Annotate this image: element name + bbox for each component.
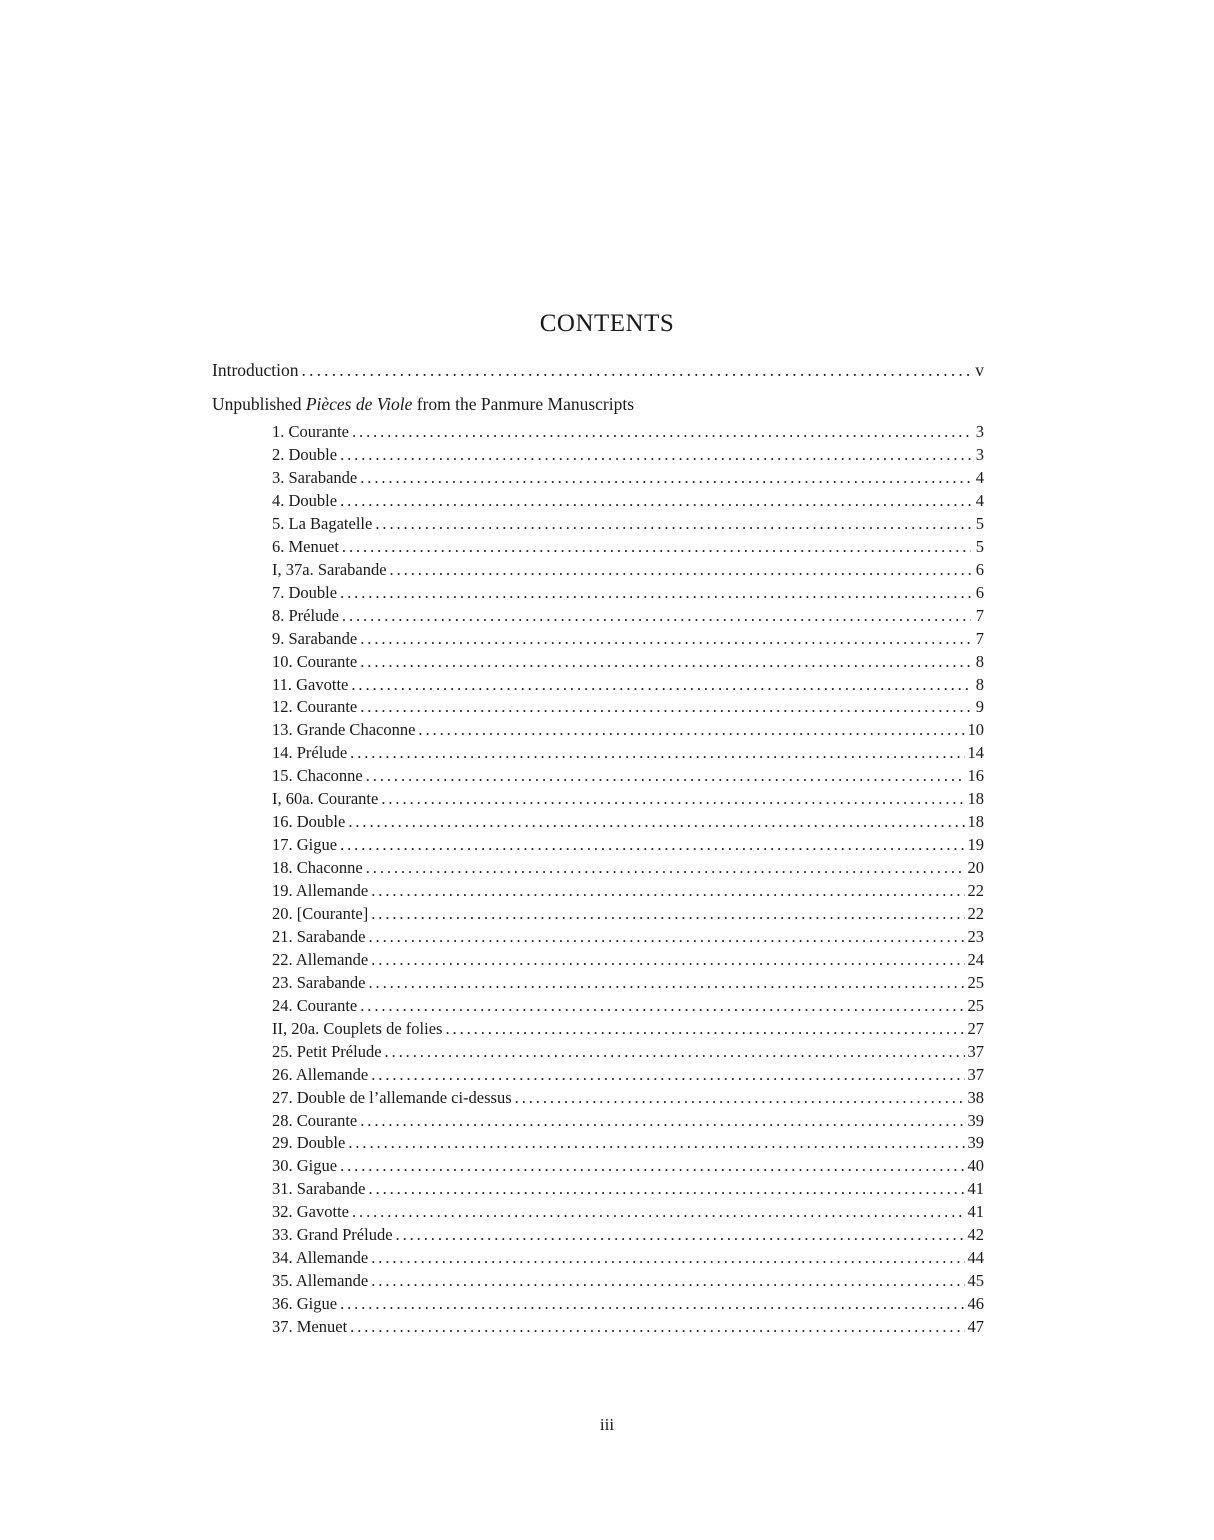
dot-leader [360,651,971,673]
toc-entry[interactable] [272,880,984,903]
dot-leader [371,1064,964,1086]
toc-entry-label: 14. Prélude [272,743,348,763]
dot-leader [352,1201,965,1223]
toc-entry-page: 37 [967,1064,984,1084]
toc-entry-page: 25 [967,972,984,992]
toc-entry-label: 25. Petit Prélude [272,1041,382,1061]
toc-entry[interactable] [272,903,984,926]
dot-leader [368,1178,964,1200]
dot-leader [302,359,971,381]
toc-entry-page: 4 [975,467,984,487]
toc-entry-label: 20. [Courante] [272,904,369,923]
toc-entry-label: 22. Allemande [272,949,369,969]
dot-leader [381,788,964,810]
toc-entry[interactable] [272,765,984,788]
toc-entry[interactable] [272,995,984,1018]
toc-entry[interactable] [272,857,984,880]
dot-leader [371,880,964,902]
toc-entry-page: 5 [975,536,984,556]
toc-entry-page: 47 [967,1317,984,1336]
toc-entry-introduction[interactable] [212,359,984,382]
dot-leader [342,536,971,558]
toc-entry[interactable] [272,949,984,972]
toc-entry-page: 40 [967,1156,984,1176]
toc-entry[interactable] [272,1110,984,1133]
dot-leader [360,696,971,718]
toc-entry[interactable] [272,582,984,605]
dot-leader [340,582,971,604]
dot-leader [368,926,964,948]
dot-leader [371,1270,964,1292]
toc-entry-page: 16 [967,766,984,786]
toc-entry-label: 4. Double [272,490,338,510]
toc-entry[interactable] [272,536,984,559]
toc-entry-page: 41 [967,1202,984,1222]
toc-entry-page: 23 [967,926,984,946]
dot-leader [418,719,964,741]
dot-leader [350,742,964,764]
toc-entry-label: 12. Courante [272,697,358,717]
toc-entry-label: 16. Double [272,812,346,832]
toc-entry-page: 46 [967,1294,984,1314]
section-heading-suffix: from the Panmure Manuscripts [412,394,635,414]
dot-leader [360,628,971,650]
toc-entry[interactable] [272,1247,984,1270]
dot-leader [360,1110,964,1132]
toc-entry[interactable] [272,1201,984,1224]
toc-entry[interactable] [272,1041,984,1064]
toc-entry-label: 37. Menuet [272,1317,348,1336]
dot-leader [360,995,964,1017]
toc-entry-label: 2. Double [272,444,338,464]
page-number: iii [599,1415,615,1434]
toc-entry-page: 8 [975,674,984,694]
toc-entry-label: 15. Chaconne [272,766,363,786]
toc-entry[interactable] [272,651,984,674]
toc-entry-label: 24. Courante [272,995,358,1015]
toc-entry[interactable] [272,1018,984,1041]
toc-entry[interactable] [272,1155,984,1178]
dot-leader [350,1316,964,1338]
toc-entry[interactable] [272,605,984,628]
toc-entry-label: 33. Grand Prélude [272,1225,393,1245]
toc-entry-page: 10 [967,720,984,740]
toc-entry[interactable] [272,1087,984,1110]
toc-entry-label: 11. Gavotte [272,674,349,694]
toc-entry[interactable] [272,559,984,582]
toc-entry[interactable] [272,1316,984,1339]
toc-entry[interactable] [272,513,984,536]
toc-entry-page: 37 [967,1041,984,1061]
dot-leader [368,972,964,994]
toc-entry[interactable] [272,1178,984,1201]
toc-entry[interactable] [272,1064,984,1087]
toc-entry[interactable] [272,444,984,467]
dot-leader [371,949,964,971]
dot-leader [366,765,965,787]
dot-leader [348,1132,964,1154]
toc-entry-label: 35. Allemande [272,1271,369,1291]
toc-entry-page: 4 [975,490,984,510]
dot-leader [360,467,971,489]
section-heading-italic: Pièces de Viole [305,394,413,414]
toc-entry-page: 22 [967,881,984,900]
dot-leader [340,1293,964,1315]
toc-entry-label: 26. Allemande [272,1064,369,1084]
dot-leader [348,811,964,833]
toc-entry-label: 5. La Bagatelle [272,513,373,533]
section-heading-prefix: Unpublished [212,394,306,414]
toc-entry-label: 30. Gigue [272,1156,338,1176]
dot-leader [340,490,971,512]
toc-entry-label: 8. Prélude [272,605,339,625]
toc-entry-label: 13. Grande Chaconne [272,720,416,740]
toc-entry-page: 45 [967,1271,984,1291]
dot-leader [340,1155,964,1177]
toc-entry-label: 3. Sarabande [272,467,358,487]
toc-entry-page: 3 [975,444,984,464]
toc-entry-page: 6 [975,582,984,602]
toc-entry-page: 18 [967,812,984,832]
toc-entry-page: 5 [975,513,984,533]
toc-entry-label: 21. Sarabande [272,926,366,946]
toc-entry-page: 8 [975,651,984,671]
toc-entry-label: 9. Sarabande [272,628,358,648]
section-heading [212,392,634,416]
toc-entry-page: 27 [967,1018,984,1038]
toc-entry-label: 27. Double de l’allemande ci-dessus [272,1087,512,1107]
dot-leader [515,1087,965,1109]
toc-entry-page: 9 [975,697,984,717]
toc-entry[interactable] [272,1224,984,1247]
toc-entry-page: 20 [967,858,984,877]
toc-entry[interactable] [272,926,984,949]
toc-entry-label: I, 37a. Sarabande [272,559,387,579]
toc-entry-page: 3 [975,422,984,441]
toc-entry[interactable] [272,1293,984,1316]
dot-leader [340,444,971,466]
toc-entry-page: 44 [967,1248,984,1268]
dot-leader [340,834,964,856]
toc-entry[interactable] [272,972,984,995]
toc-entry[interactable] [272,834,984,857]
toc-entry-page: 6 [975,559,984,579]
toc-entry-page: 39 [967,1133,984,1153]
toc-entry[interactable] [272,628,984,651]
toc-entry-page: 39 [967,1110,984,1130]
toc-entry-label: 28. Courante [272,1110,358,1130]
toc-entry-label: 1. Courante [272,422,349,441]
toc-entry[interactable] [272,719,984,742]
dot-leader [445,1018,964,1040]
toc-entry[interactable] [272,421,984,444]
toc-entry[interactable] [272,811,984,834]
toc-entry-label: 34. Allemande [272,1248,369,1268]
toc-entry-page: 7 [975,605,984,625]
toc-entry-page: 18 [967,789,984,809]
toc-entry-page: 41 [967,1179,984,1199]
toc-entry-page: 24 [967,949,984,969]
page-title: CONTENTS [539,310,675,337]
toc-entry[interactable] [272,696,984,719]
dot-leader [396,1224,965,1246]
toc-entry-label: II, 20a. Couplets de folies [272,1018,443,1038]
dot-leader [385,1041,965,1063]
toc-entry-label: 29. Double [272,1133,346,1153]
toc-entry-label: 31. Sarabande [272,1179,366,1199]
toc-entry-label: 17. Gigue [272,835,338,855]
toc-entry[interactable] [272,788,984,811]
toc-entry-page: 22 [967,904,984,923]
toc-entry-label: Introduction [212,360,299,380]
dot-leader [342,605,971,627]
toc-entry[interactable] [272,742,984,765]
toc-entry[interactable] [272,1270,984,1293]
toc-entry-label: 36. Gigue [272,1294,338,1314]
toc-entry-label: 32. Gavotte [272,1202,349,1222]
dot-leader [371,903,964,925]
dot-leader [352,421,971,443]
toc-entry[interactable] [272,467,984,490]
dot-leader [375,513,971,535]
toc-entry-label: 10. Courante [272,651,358,671]
dot-leader [390,559,971,581]
toc-entry-page: 14 [967,743,984,763]
toc-entry-page: 25 [967,995,984,1015]
toc-entry[interactable] [272,490,984,513]
dot-leader [351,674,971,696]
dot-leader [366,857,965,879]
toc-entry-page: 7 [975,628,984,648]
toc-entry-label: 19. Allemande [272,881,369,900]
toc-entry-label: 6. Menuet [272,536,339,556]
dot-leader [371,1247,964,1269]
toc-entry-label: 23. Sarabande [272,972,366,992]
toc-entry[interactable] [272,1132,984,1155]
toc-entry-label: 18. Chaconne [272,858,363,877]
toc-entry-label: 7. Double [272,582,338,602]
toc-entry-page: 19 [967,835,984,855]
toc-entry-page: 38 [967,1087,984,1107]
toc-entry[interactable] [272,674,984,697]
toc-entry-page: 42 [967,1225,984,1245]
toc-entry-label: I, 60a. Courante [272,789,379,809]
toc-entry-page: v [975,360,984,380]
